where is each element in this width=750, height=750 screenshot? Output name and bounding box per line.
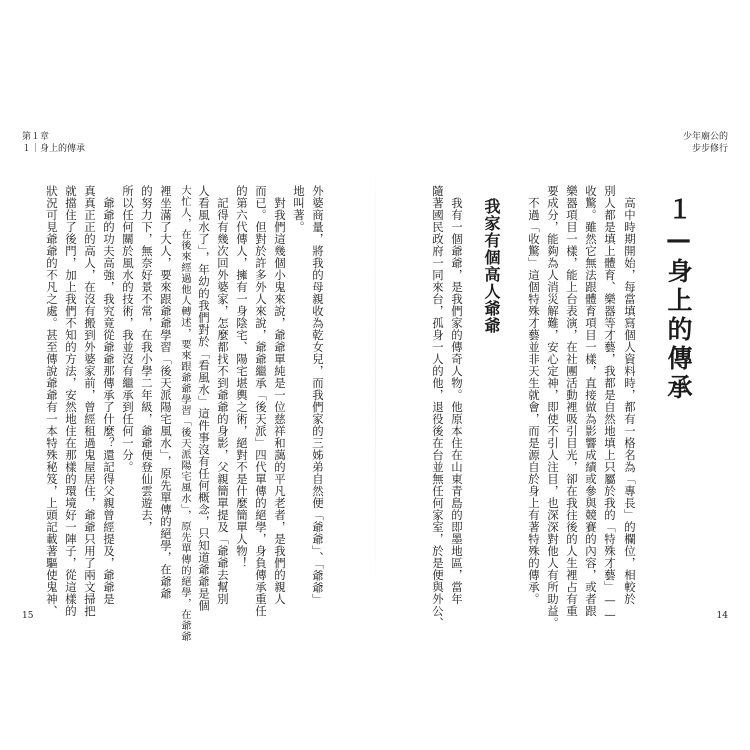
text-line: 外婆商量，將我的母親收為乾女兒，而我們家的三姊弟自然便「爺爺」、「爺爺」 bbox=[311, 185, 325, 606]
right-running-head-line1: 少年廟公的 bbox=[682, 132, 728, 142]
right-running-head-line2: 步步修行 bbox=[691, 144, 728, 154]
text-line: 不過「收驚」這個特殊才藝並非天生就會，而是源自於身上有著特殊的傳承。 bbox=[527, 197, 541, 605]
text-line: 記得有幾次回外婆家，怎麼都找不到爺爺的身影，父親簡單提及「爺爺去幫別 bbox=[216, 197, 230, 605]
right-page-number: 14 bbox=[716, 611, 728, 621]
text-line: 而已。但對於許多外人來說，爺爺繼承「後天派」四代單傳的絕學，身負傳承重任 bbox=[254, 185, 268, 617]
text-line: 我有一個爺爺，是我們家的傳奇人物。他原本住在山東青島的即墨地區，當年 bbox=[450, 197, 464, 605]
text-line: 樂器項目一樣，能上台表演，在社團活動裡吸引目光，卻在我往後的人生裡占有重 bbox=[565, 185, 579, 617]
text-line: 狀況可見爺爺的不凡之處。甚至傳說爺爺有一本特殊秘笈，上頭記載著驅使鬼神、 bbox=[45, 185, 59, 617]
text-line: 爺爺的功夫高強，我究竟從爺爺那傳承了什麼？還記得父親曾經提及，爺爺是 bbox=[102, 197, 116, 605]
text-line: 別人都是填上體育、樂器等才藝，我都是自然地填上只屬於我的「特殊才藝」—— bbox=[603, 185, 617, 623]
book-spine bbox=[375, 135, 376, 615]
left-page-number: 15 bbox=[22, 611, 34, 621]
text-line: 對我們這幾個小鬼來說，爺爺單純是一位慈祥和藹的平凡老者，是我們的親人 bbox=[273, 197, 287, 605]
text-line: 的努力下，無奈好景不常，在我小學二年級，爺爺便登仙雲遊去， bbox=[140, 185, 154, 533]
text-line: 就擋住了後門，加上我們不知的方法，安然地住在那樣的環境好一陣子，從這樣的 bbox=[64, 185, 78, 617]
right-running-head bbox=[683, 131, 728, 155]
text-line: 大忙人，在後來經過他人轉述，要來跟爺爺學習「後天派陽宅風水」，原先單傳的絕學，在爺爺 bbox=[179, 185, 191, 642]
left-running-head-section: １｜身上的傳承 bbox=[22, 144, 86, 154]
left-running-head-chapter: 第１章 bbox=[22, 132, 50, 142]
text-line: 裡坐滿了大人，要來跟爺爺學習「後天派陽宅風水」，原先單傳的絕學，在爺爺 bbox=[159, 185, 173, 600]
text-line: 所以任何關於風水的技術，我並沒有繼承到任何一分。 bbox=[121, 185, 135, 473]
left-running-head bbox=[22, 131, 85, 155]
section-heading: 我家有個高人爺爺 bbox=[482, 198, 501, 334]
text-line: 真真正正的高人，在沒有搬到外婆家前，曾經租過鬼屋居住，爺爺只用了兩文掃把 bbox=[83, 185, 97, 617]
text-line: 高中時期開始，每當填寫個人資料時，都有一格名為「專長」的欄位，相較於 bbox=[623, 197, 637, 605]
text-line: 地叫著。 bbox=[292, 185, 306, 233]
chapter-title: １—身上的傳承 bbox=[664, 196, 693, 403]
text-line: 的第六代傳人，擁有一身陰宅、陽宅堪輿之術，絕對不是什麼簡單人物！ bbox=[235, 185, 249, 569]
text-line: 人看風水了」，年幼的我們對於「看風水」這件事沒有任何概念，只知道爺爺是個 bbox=[197, 185, 211, 612]
text-line: 要成分，能夠為人消災解難，安心定神，即使不引人注目，也深深對他人有所助益。 bbox=[546, 185, 560, 629]
text-line: 隨著國民政府一同來台，孤身一人的他，退役後在台並無任何家室，於是便與外公、 bbox=[431, 185, 445, 629]
text-line: 收驚。雖然它無法跟體育項目一樣，直接做為影響成績或參與競賽的內容，或者跟 bbox=[584, 185, 598, 617]
